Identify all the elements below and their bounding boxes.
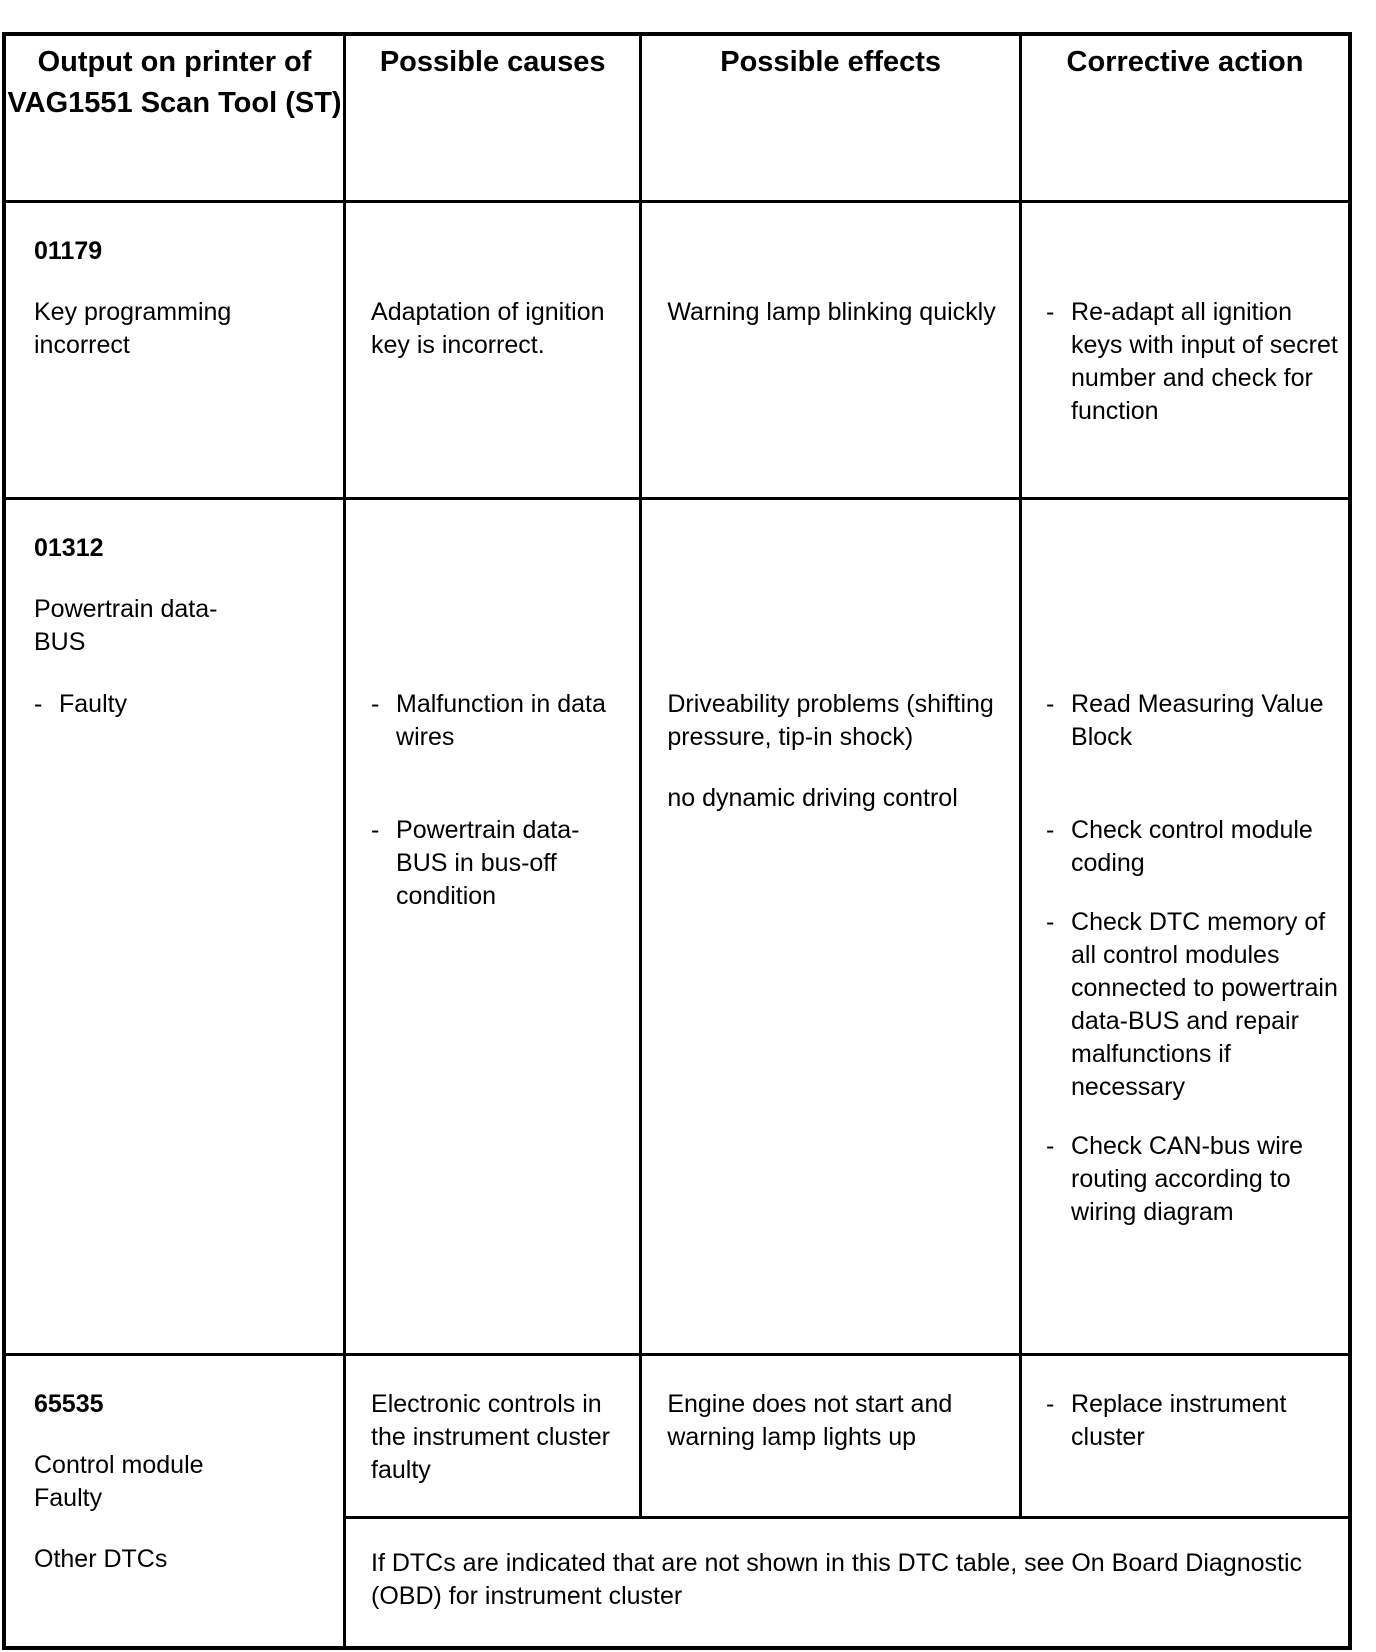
action-text: Read Measuring Value Block [1071, 689, 1324, 751]
bullet-dash: - [1046, 1131, 1055, 1160]
action-item [1046, 688, 1340, 754]
cause-text: Adaptation of ignition key is incorrect. [371, 298, 605, 360]
output-cell [4, 202, 345, 498]
effects-cell [641, 1355, 1021, 1518]
action-text: Check control module coding [1071, 815, 1313, 877]
cause-text: Powertrain data-BUS in bus-off condition [396, 815, 580, 910]
note-text: If DTCs are indicated that are not shown in this DTC table, see On Board Diagnostic (OBD) for instrument cluster [371, 1549, 1303, 1611]
effects-cell [641, 498, 1021, 1354]
cause-item [371, 814, 629, 913]
action-item [1046, 1130, 1340, 1229]
bullet-dash: - [1046, 298, 1055, 327]
table-row [4, 202, 1350, 498]
effect-text: Driveability problems (shifting pressure, tip-in shock) [667, 689, 994, 751]
table-row [4, 498, 1350, 1354]
effect-text: Warning lamp blinking quickly [667, 298, 996, 327]
action-text: Check CAN-bus wire routing according to wiring diagram [1071, 1131, 1304, 1226]
header-causes: Possible causes [345, 34, 641, 202]
bullet-dash: - [1046, 689, 1055, 718]
bullet-dash: - [371, 815, 380, 844]
actions-cell [1021, 202, 1350, 498]
actions-cell [1021, 1355, 1350, 1518]
table-row [4, 1355, 1350, 1518]
causes-cell [345, 202, 641, 498]
cause-item [371, 688, 629, 754]
dtc-description: Powertrain data-BUS [34, 594, 218, 656]
note-cell [345, 1518, 1350, 1648]
actions-cell [1021, 498, 1350, 1354]
output-sub-item [34, 688, 333, 721]
cause-text: Electronic controls in the instrument cluster faulty [371, 1390, 611, 1485]
action-text: Replace instrument cluster [1071, 1390, 1287, 1452]
bullet-dash: - [34, 689, 43, 718]
output-cell [4, 498, 345, 1354]
effect-text: no dynamic driving control [667, 783, 958, 812]
bullet-dash: - [1046, 815, 1055, 844]
table-header-row [4, 34, 1350, 202]
output-cell [4, 1355, 345, 1648]
cause-text: Malfunction in data wires [396, 689, 606, 751]
header-output: Output on printer of VAG1551 Scan Tool (ST) [4, 34, 345, 202]
action-item [1046, 296, 1340, 428]
action-item [1046, 906, 1340, 1104]
dtc-description: Control module Faulty [34, 1451, 204, 1513]
effects-cell [641, 202, 1021, 498]
bullet-dash: - [1046, 907, 1055, 936]
output-sub-text: Faulty [59, 689, 128, 718]
action-item [1046, 814, 1340, 880]
action-text: Re-adapt all ignition keys with input of secret number and check for function [1071, 298, 1338, 426]
causes-cell [345, 498, 641, 1354]
causes-cell [345, 1355, 641, 1518]
effect-text: Engine does not start and warning lamp lights up [667, 1390, 953, 1452]
action-text: Check DTC memory of all control modules connected to powertrain data-BUS and repair malfunctions if necessary [1071, 907, 1338, 1101]
dtc-code: 65535 [34, 1390, 104, 1419]
dtc-code: 01312 [34, 533, 104, 562]
other-dtcs-label: Other DTCs [34, 1545, 168, 1574]
bullet-dash: - [1046, 1390, 1055, 1419]
dtc-code: 01179 [34, 237, 103, 266]
header-actions: Corrective action [1021, 34, 1350, 202]
dtc-description: Key programming incorrect [34, 298, 232, 360]
action-item [1046, 1388, 1340, 1454]
header-effects: Possible effects [641, 34, 1021, 202]
dtc-table [2, 32, 1352, 1650]
bullet-dash: - [371, 689, 380, 718]
